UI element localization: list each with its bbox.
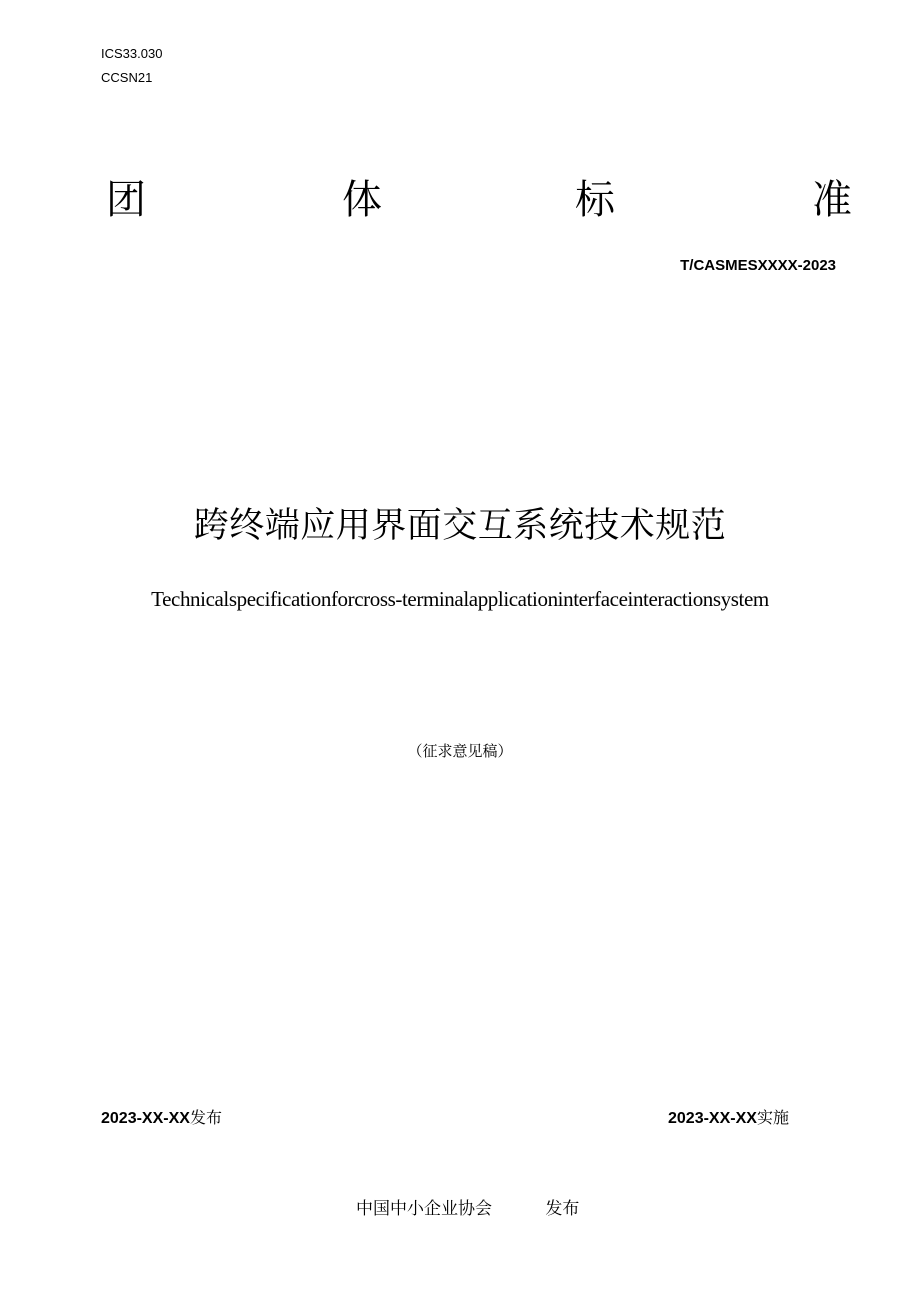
document-title-chinese: 跨终端应用界面交互系统技术规范 [193,506,727,546]
issuer-name: 中国中小企业协会 [356,1199,492,1219]
issuer-line [356,1197,579,1221]
standard-type-char-1: 团 [106,177,146,223]
publish-date-line [101,1107,222,1130]
draft-status-note: （征求意见稿） [407,742,513,760]
ccs-code: CCSN21 [101,70,153,85]
document-title-english: Technicalspecificationforcross-terminalapplicationinterfaceinteractionsystem [151,587,769,611]
standard-number: T/CASMESXXXX-2023 [680,257,836,274]
issuer-action: 发布 [545,1199,580,1219]
publish-date: 2023-XX-XX [101,1110,190,1127]
implement-date: 2023-XX-XX [668,1110,757,1127]
publish-label: 发布 [189,1108,222,1127]
standard-type-char-2: 体 [342,177,382,223]
ics-code: ICS33.030 [101,46,163,61]
implement-label: 实施 [756,1108,789,1127]
standard-type-char-3: 标 [575,177,615,223]
standard-type-char-4: 准 [812,177,852,223]
implement-date-line [668,1107,789,1130]
